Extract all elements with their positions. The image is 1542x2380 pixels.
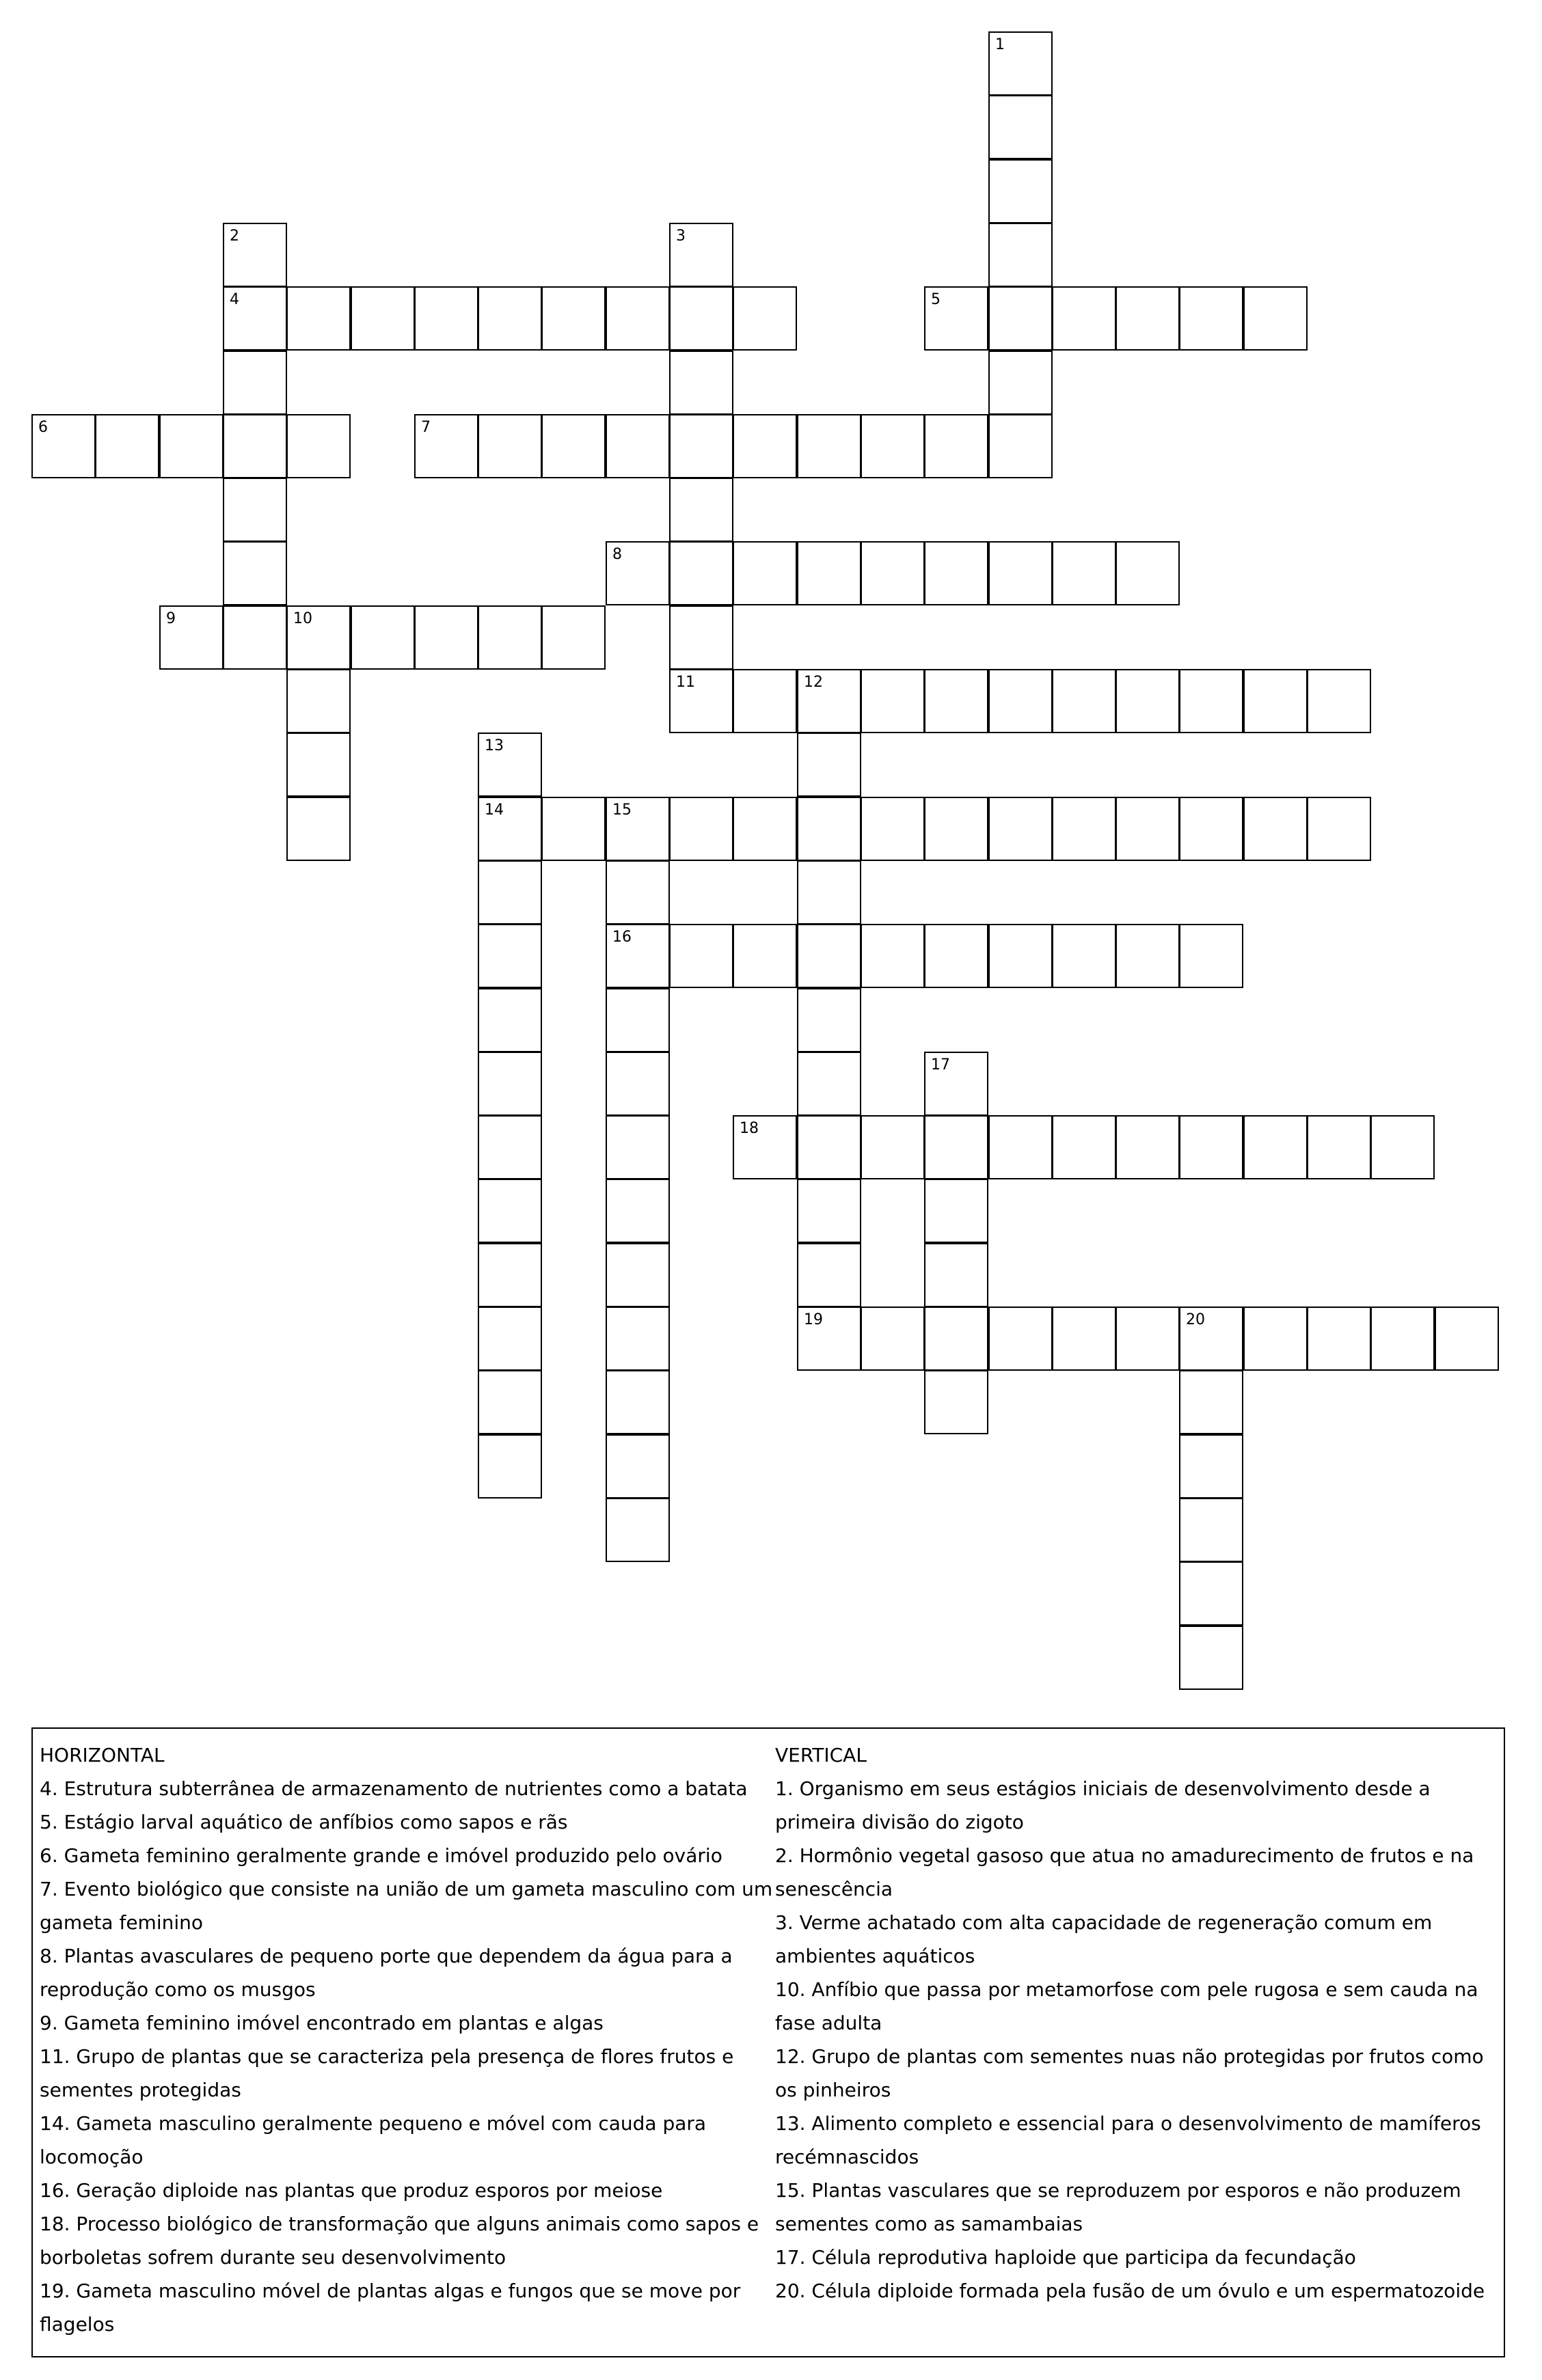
grid-cell[interactable] <box>1179 797 1243 861</box>
grid-cell[interactable] <box>988 1307 1053 1371</box>
clue-number: 16 <box>612 929 632 946</box>
clue-number: 13 <box>485 737 504 754</box>
clue-across-9: 9. Gameta feminino imóvel encontrado em plantas e algas <box>40 2012 604 2034</box>
grid-cell[interactable] <box>478 414 542 478</box>
grid-cell[interactable] <box>733 286 797 351</box>
grid-cell[interactable] <box>797 1179 861 1243</box>
grid-cell[interactable] <box>797 1052 861 1116</box>
grid-cell[interactable] <box>988 159 1053 223</box>
grid-cell[interactable] <box>924 924 988 988</box>
grid-cell[interactable] <box>286 669 351 733</box>
grid-cell[interactable] <box>1179 1307 1243 1371</box>
grid-cell[interactable] <box>606 541 670 605</box>
grid-cell[interactable] <box>733 414 797 478</box>
grid-cell[interactable] <box>478 605 542 670</box>
clue-down-15: 15. Plantas vasculares que se reproduzem por esporos e não produzem sementes como as samambaias <box>775 2179 1461 2235</box>
grid-cell[interactable] <box>1052 669 1116 733</box>
grid-cell[interactable] <box>924 1307 988 1371</box>
grid-cell[interactable] <box>797 797 861 861</box>
grid-cell[interactable] <box>606 286 670 351</box>
clue-down-1: 1. Organismo em seus estágios iniciais de desenvolvimento desde a primeira divisão do zigoto <box>775 1777 1431 1833</box>
grid-cell[interactable] <box>1179 1115 1243 1179</box>
grid-cell[interactable] <box>414 605 478 670</box>
grid-cell[interactable] <box>541 605 606 670</box>
grid-cell[interactable] <box>1115 1307 1180 1371</box>
clue-across-16: 16. Geração diploide nas plantas que produz esporos por meiose <box>40 2179 663 2202</box>
grid-cell[interactable] <box>223 478 287 542</box>
grid-cell[interactable] <box>797 541 861 605</box>
clue-number: 5 <box>931 291 941 308</box>
grid-cell[interactable] <box>1179 669 1243 733</box>
clue-number: 3 <box>676 228 686 245</box>
grid-cell[interactable] <box>669 351 733 415</box>
grid-cell[interactable] <box>861 924 925 988</box>
grid-cell[interactable] <box>1435 1307 1499 1371</box>
grid-cell[interactable] <box>351 286 415 351</box>
grid-cell[interactable] <box>861 541 925 605</box>
grid-cell[interactable] <box>606 1052 670 1116</box>
grid-cell[interactable] <box>1179 1434 1243 1499</box>
grid-cell[interactable] <box>924 1052 988 1116</box>
grid-cell[interactable] <box>669 669 733 733</box>
clue-across-6: 6. Gameta feminino geralmente grande e imóvel produzido pelo ovário <box>40 1844 722 1867</box>
grid-cell[interactable] <box>1052 286 1116 351</box>
clue-across-4: 4. Estrutura subterrânea de armazenamento de nutrientes como a batata <box>40 1777 748 1800</box>
grid-cell[interactable] <box>1179 1370 1243 1434</box>
grid-cell[interactable] <box>606 1434 670 1499</box>
grid-cell[interactable] <box>797 414 861 478</box>
grid-cell[interactable] <box>606 1179 670 1243</box>
grid-cell[interactable] <box>478 797 542 861</box>
clue-number: 19 <box>804 1311 823 1328</box>
clue-down-13: 13. Alimento completo e essencial para o desenvolvimento de mamíferos recémnascidos <box>775 2112 1481 2168</box>
grid-cell[interactable] <box>541 286 606 351</box>
horizontal-heading: HORIZONTAL <box>40 1744 165 1766</box>
grid-cell[interactable] <box>606 924 670 988</box>
clue-down-2: 2. Hormônio vegetal gasoso que atua no amadurecimento de frutos e na senescência <box>775 1844 1474 1900</box>
grid-cell[interactable] <box>924 1243 988 1307</box>
grid-cell[interactable] <box>797 1115 861 1179</box>
grid-cell[interactable] <box>606 414 670 478</box>
clue-across-5: 5. Estágio larval aquático de anfíbios como sapos e rãs <box>40 1811 568 1833</box>
clue-number: 7 <box>421 419 431 436</box>
clue-down-10: 10. Anfíbio que passa por metamorfose com pele rugosa e sem cauda na fase adulta <box>775 1978 1478 2034</box>
grid-cell[interactable] <box>159 414 224 478</box>
grid-cell[interactable] <box>606 1307 670 1371</box>
grid-cell[interactable] <box>223 223 287 287</box>
grid-cell[interactable] <box>606 1243 670 1307</box>
clue-number: 18 <box>740 1120 759 1137</box>
grid-cell[interactable] <box>478 1115 542 1179</box>
grid-cell[interactable] <box>286 605 351 670</box>
grid-cell[interactable] <box>286 286 351 351</box>
grid-cell[interactable] <box>733 924 797 988</box>
grid-cell[interactable] <box>606 1370 670 1434</box>
grid-cell[interactable] <box>1307 797 1371 861</box>
grid-cell[interactable] <box>988 414 1053 478</box>
grid-cell[interactable] <box>988 31 1053 96</box>
grid-cell[interactable] <box>31 414 96 478</box>
clue-across-18: 18. Processo biológico de transformação que alguns animais como sapos e borboletas sofrem durante seu desenvolvimento <box>40 2213 759 2269</box>
grid-cell[interactable] <box>733 1115 797 1179</box>
grid-cell[interactable] <box>478 1370 542 1434</box>
horizontal-clues <box>40 1738 781 2341</box>
clue-number: 10 <box>293 610 312 627</box>
grid-cell[interactable] <box>606 988 670 1052</box>
grid-cell[interactable] <box>861 1307 925 1371</box>
clue-across-7: 7. Evento biológico que consiste na união de um gameta masculino com um gameta feminino <box>40 1878 773 1934</box>
clue-down-20: 20. Célula diploide formada pela fusão de um óvulo e um espermatozoide <box>775 2280 1485 2302</box>
grid-cell[interactable] <box>669 478 733 542</box>
grid-cell[interactable] <box>669 414 733 478</box>
grid-cell[interactable] <box>924 797 988 861</box>
grid-cell[interactable] <box>606 797 670 861</box>
clue-number: 17 <box>931 1056 950 1073</box>
grid-cell[interactable] <box>478 286 542 351</box>
grid-cell[interactable] <box>1370 1307 1435 1371</box>
grid-cell[interactable] <box>1052 541 1116 605</box>
grid-cell[interactable] <box>669 797 733 861</box>
grid-cell[interactable] <box>541 797 606 861</box>
clue-number: 15 <box>612 802 632 819</box>
clue-down-17: 17. Célula reprodutiva haploide que participa da fecundação <box>775 2246 1356 2269</box>
grid-cell[interactable] <box>733 669 797 733</box>
grid-cell[interactable] <box>286 797 351 861</box>
clue-number: 2 <box>230 228 239 245</box>
grid-cell[interactable] <box>1179 1498 1243 1562</box>
grid-cell[interactable] <box>159 605 224 670</box>
grid-cell[interactable] <box>924 286 988 351</box>
clue-number: 9 <box>166 610 176 627</box>
grid-cell[interactable] <box>414 286 478 351</box>
grid-cell[interactable] <box>797 1243 861 1307</box>
grid-cell[interactable] <box>988 541 1053 605</box>
grid-cell[interactable] <box>1179 1626 1243 1690</box>
grid-cell[interactable] <box>1307 1307 1371 1371</box>
grid-cell[interactable] <box>797 733 861 797</box>
grid-cell[interactable] <box>924 669 988 733</box>
grid-cell[interactable] <box>733 797 797 861</box>
grid-cell[interactable] <box>797 860 861 925</box>
grid-cell[interactable] <box>1307 669 1371 733</box>
grid-cell[interactable] <box>797 669 861 733</box>
clue-number: 1 <box>995 36 1005 53</box>
grid-cell[interactable] <box>1115 924 1180 988</box>
grid-cell[interactable] <box>988 669 1053 733</box>
grid-cell[interactable] <box>1243 286 1308 351</box>
clue-number: 11 <box>676 674 695 691</box>
grid-cell[interactable] <box>1052 797 1116 861</box>
grid-cell[interactable] <box>669 286 733 351</box>
grid-cell[interactable] <box>541 414 606 478</box>
grid-cell[interactable] <box>223 414 287 478</box>
grid-cell[interactable] <box>1115 541 1180 605</box>
grid-cell[interactable] <box>797 988 861 1052</box>
clue-down-3: 3. Verme achatado com alta capacidade de regeneração comum em ambientes aquáticos <box>775 1911 1433 1967</box>
grid-cell[interactable] <box>286 733 351 797</box>
grid-cell[interactable] <box>606 860 670 925</box>
clue-across-11: 11. Grupo de plantas que se caracteriza pela presença de flores frutos e sementes protegidas <box>40 2045 734 2101</box>
vertical-clues <box>775 1738 1500 2308</box>
vertical-heading: VERTICAL <box>775 1744 867 1766</box>
grid-cell[interactable] <box>924 414 988 478</box>
grid-cell[interactable] <box>606 1498 670 1562</box>
grid-cell[interactable] <box>988 797 1053 861</box>
grid-cell[interactable] <box>1307 1115 1371 1179</box>
grid-cell[interactable] <box>988 95 1053 159</box>
grid-cell[interactable] <box>478 860 542 925</box>
clue-number: 4 <box>230 291 239 308</box>
clue-number: 20 <box>1186 1311 1205 1328</box>
grid-cell[interactable] <box>1052 1115 1116 1179</box>
grid-cell[interactable] <box>95 414 159 478</box>
clue-number: 8 <box>612 546 622 563</box>
grid-cell[interactable] <box>988 924 1053 988</box>
grid-cell[interactable] <box>1115 1115 1180 1179</box>
grid-cell[interactable] <box>223 286 287 351</box>
grid-cell[interactable] <box>988 351 1053 415</box>
grid-cell[interactable] <box>223 605 287 670</box>
grid-cell[interactable] <box>478 1179 542 1243</box>
grid-cell[interactable] <box>414 414 478 478</box>
grid-cell[interactable] <box>669 541 733 605</box>
grid-cell[interactable] <box>1052 1307 1116 1371</box>
clue-across-19: 19. Gameta masculino móvel de plantas algas e fungos que se move por flagelos <box>40 2280 741 2336</box>
grid-cell[interactable] <box>1115 286 1180 351</box>
grid-cell[interactable] <box>669 605 733 670</box>
grid-cell[interactable] <box>1243 669 1308 733</box>
grid-cell[interactable] <box>924 541 988 605</box>
grid-cell[interactable] <box>1243 797 1308 861</box>
grid-cell[interactable] <box>1370 1115 1435 1179</box>
grid-cell[interactable] <box>797 1307 861 1371</box>
grid-cell[interactable] <box>924 1370 988 1434</box>
grid-cell[interactable] <box>988 286 1053 351</box>
grid-cell[interactable] <box>1243 1307 1308 1371</box>
clue-across-8: 8. Plantas avasculares de pequeno porte que dependem da água para a reprodução como os musgos <box>40 1945 733 2001</box>
clue-number: 12 <box>804 674 823 691</box>
clue-down-12: 12. Grupo de plantas com sementes nuas não protegidas por frutos como os pinheiros <box>775 2045 1484 2101</box>
grid-cell[interactable] <box>478 733 542 797</box>
grid-cell[interactable] <box>924 1179 988 1243</box>
grid-cell[interactable] <box>733 541 797 605</box>
grid-cell[interactable] <box>669 924 733 988</box>
grid-cell[interactable] <box>861 669 925 733</box>
grid-cell[interactable] <box>669 223 733 287</box>
grid-cell[interactable] <box>478 1307 542 1371</box>
grid-cell[interactable] <box>478 924 542 988</box>
grid-cell[interactable] <box>924 1115 988 1179</box>
grid-cell[interactable] <box>1179 924 1243 988</box>
grid-cell[interactable] <box>478 1434 542 1499</box>
grid-cell[interactable] <box>988 223 1053 287</box>
grid-cell[interactable] <box>223 541 287 605</box>
grid-cell[interactable] <box>1179 1561 1243 1626</box>
grid-cell[interactable] <box>1115 669 1180 733</box>
grid-cell[interactable] <box>606 1115 670 1179</box>
grid-cell[interactable] <box>861 1115 925 1179</box>
grid-cell[interactable] <box>1115 797 1180 861</box>
grid-cell[interactable] <box>1052 924 1116 988</box>
grid-cell[interactable] <box>351 605 415 670</box>
grid-cell[interactable] <box>797 924 861 988</box>
grid-cell[interactable] <box>478 988 542 1052</box>
grid-cell[interactable] <box>478 1243 542 1307</box>
clue-number: 14 <box>485 802 504 819</box>
grid-cell[interactable] <box>1179 286 1243 351</box>
clue-across-14: 14. Gameta masculino geralmente pequeno e móvel com cauda para locomoção <box>40 2112 707 2168</box>
clue-number: 6 <box>38 419 48 436</box>
grid-cell[interactable] <box>478 1052 542 1116</box>
grid-cell[interactable] <box>861 414 925 478</box>
grid-cell[interactable] <box>223 351 287 415</box>
grid-cell[interactable] <box>286 414 351 478</box>
grid-cell[interactable] <box>1243 1115 1308 1179</box>
clues-panel <box>31 1727 1505 2357</box>
grid-cell[interactable] <box>988 1115 1053 1179</box>
grid-cell[interactable] <box>861 797 925 861</box>
